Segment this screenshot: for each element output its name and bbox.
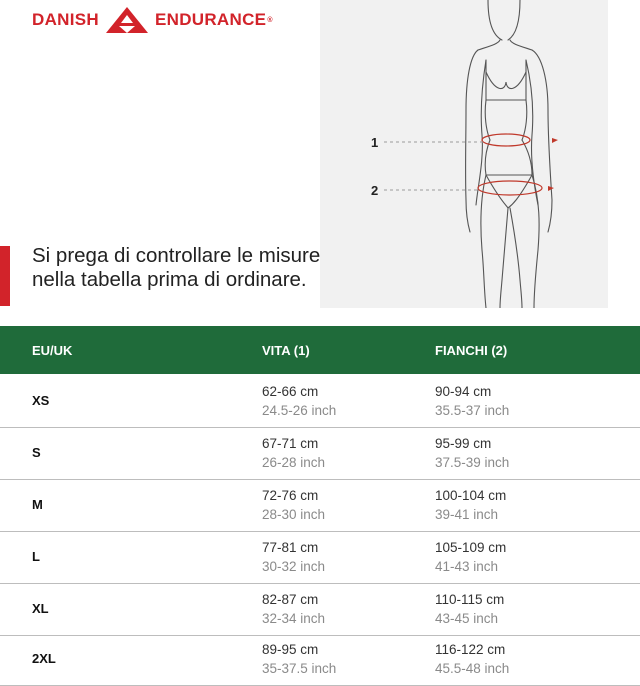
row-size: 2XL — [32, 651, 56, 666]
row-size: XS — [32, 393, 50, 408]
row-size: L — [32, 549, 40, 564]
row-size: XL — [32, 601, 49, 616]
fianchi-inch: 43-45 inch — [435, 611, 499, 626]
registered-mark: ® — [267, 16, 273, 24]
vita-inch: 28-30 inch — [262, 507, 326, 522]
vita-cm: 62-66 cm — [262, 384, 319, 399]
header-eu-uk: EU/UK — [32, 343, 73, 358]
table-row — [0, 532, 640, 584]
table-row — [0, 376, 640, 428]
header-fianchi: FIANCHI (2) — [435, 343, 508, 358]
vita-cm: 67-71 cm — [262, 436, 319, 451]
row-size: M — [32, 497, 43, 512]
fianchi-inch: 37.5-39 inch — [435, 455, 510, 470]
fianchi-inch: 45.5-48 inch — [435, 661, 510, 676]
accent-bar — [0, 246, 10, 306]
fianchi-inch: 41-43 inch — [435, 559, 499, 574]
table-row — [0, 634, 640, 686]
vita-cm: 89-95 cm — [262, 642, 319, 657]
vita-inch: 35-37.5 inch — [262, 661, 337, 676]
fianchi-cm: 90-94 cm — [435, 384, 492, 399]
table-row — [0, 584, 640, 636]
body-outline-icon — [320, 0, 608, 308]
table-row — [0, 428, 640, 480]
table-row — [0, 480, 640, 532]
fianchi-cm: 116-122 cm — [435, 642, 506, 657]
fianchi-cm: 110-115 cm — [435, 592, 505, 607]
vita-inch: 24.5-26 inch — [262, 403, 337, 418]
fianchi-inch: 35.5-37 inch — [435, 403, 510, 418]
brand-name-left: DANISH — [32, 10, 99, 29]
vita-cm: 72-76 cm — [262, 488, 319, 503]
size-table-header — [0, 326, 640, 374]
body-measurement-figure — [320, 0, 608, 308]
row-size: S — [32, 445, 41, 460]
logo-mountain-icon — [105, 6, 149, 34]
vita-cm: 82-87 cm — [262, 592, 319, 607]
fianchi-cm: 100-104 cm — [435, 488, 507, 503]
fianchi-cm: 105-109 cm — [435, 540, 507, 555]
measure-label-2: 2 — [371, 183, 379, 198]
vita-inch: 26-28 inch — [262, 455, 326, 470]
brand-name-right: ENDURANCE — [154, 10, 267, 29]
intro-text: Si prega di controllare le misure nella tabella prima di ordinare. — [32, 244, 321, 291]
measure-label-1: 1 — [371, 135, 379, 150]
fianchi-inch: 39-41 inch — [435, 507, 499, 522]
header-vita: VITA (1) — [262, 343, 310, 358]
vita-inch: 32-34 inch — [262, 611, 326, 626]
fianchi-cm: 95-99 cm — [435, 436, 492, 451]
vita-inch: 30-32 inch — [262, 559, 326, 574]
brand-logo[interactable] — [32, 6, 273, 34]
vita-cm: 77-81 cm — [262, 540, 319, 555]
